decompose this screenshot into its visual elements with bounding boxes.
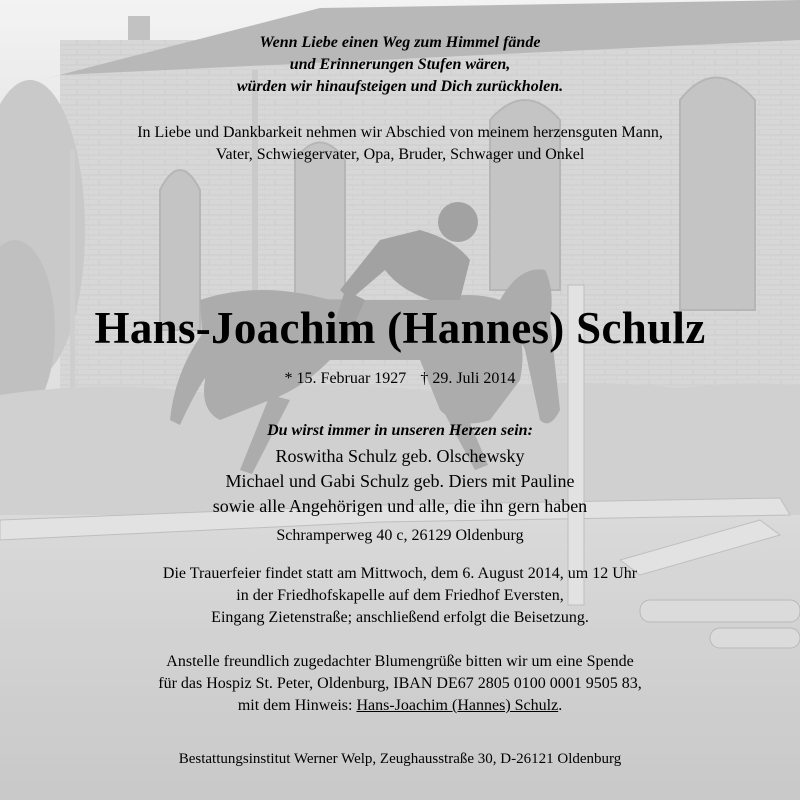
family-address: Schramperweg 40 c, 26129 Oldenburg xyxy=(276,527,524,544)
service-line-1: Die Trauerfeier findet statt am Mittwoch, dem 6. August 2014, um 12 Uhr xyxy=(162,565,638,582)
donation-end: . xyxy=(558,697,563,714)
intro-line-2: Vater, Schwiegervater, Opa, Bruder, Schwager und Onkel xyxy=(215,146,585,163)
verse-line-2: und Erinnerungen Stufen wären, xyxy=(289,56,511,73)
donation-line-3 xyxy=(0,697,800,715)
donation-line-2: für das Hospiz St. Peter, Oldenburg, IBAN DE67 2805 0100 0001 9505 83, xyxy=(158,675,642,692)
service-line-3: Eingang Zietenstraße; anschließend erfolgt die Beisetzung. xyxy=(211,609,589,626)
donation-hint-label: mit dem Hinweis: xyxy=(237,697,357,714)
birth-date: * 15. Februar 1927 xyxy=(284,370,407,387)
life-dates xyxy=(0,370,800,388)
family-line-2: Michael und Gabi Schulz geb. Diers mit Pauline xyxy=(225,471,575,491)
family-line-3: sowie alle Angehörigen und alle, die ihn gern haben xyxy=(212,496,588,516)
donation-reference: Hans-Joachim (Hannes) Schulz xyxy=(356,697,559,714)
death-date: † 29. Juli 2014 xyxy=(420,370,516,387)
funeral-home: Bestattungsinstitut Werner Welp, Zeughausstraße 30, D-26121 Oldenburg xyxy=(178,751,622,767)
intro-line-1: In Liebe und Dankbarkeit nehmen wir Abschied von meinem herzensguten Mann, xyxy=(137,124,663,141)
verse-line-1: Wenn Liebe einen Weg zum Himmel fände xyxy=(259,34,541,51)
motto: Du wirst immer in unseren Herzen sein: xyxy=(267,422,533,439)
service-line-2: in der Friedhofskapelle auf dem Friedhof Eversten, xyxy=(236,587,564,604)
verse-line-3: würden wir hinaufsteigen und Dich zurückholen. xyxy=(236,78,564,95)
donation-line-1: Anstelle freundlich zugedachter Blumengrüße bitten wir um eine Spende xyxy=(166,653,634,670)
deceased-name: Hans-Joachim (Hannes) Schulz xyxy=(94,303,706,353)
family-line-1: Roswitha Schulz geb. Olschewsky xyxy=(275,446,525,466)
